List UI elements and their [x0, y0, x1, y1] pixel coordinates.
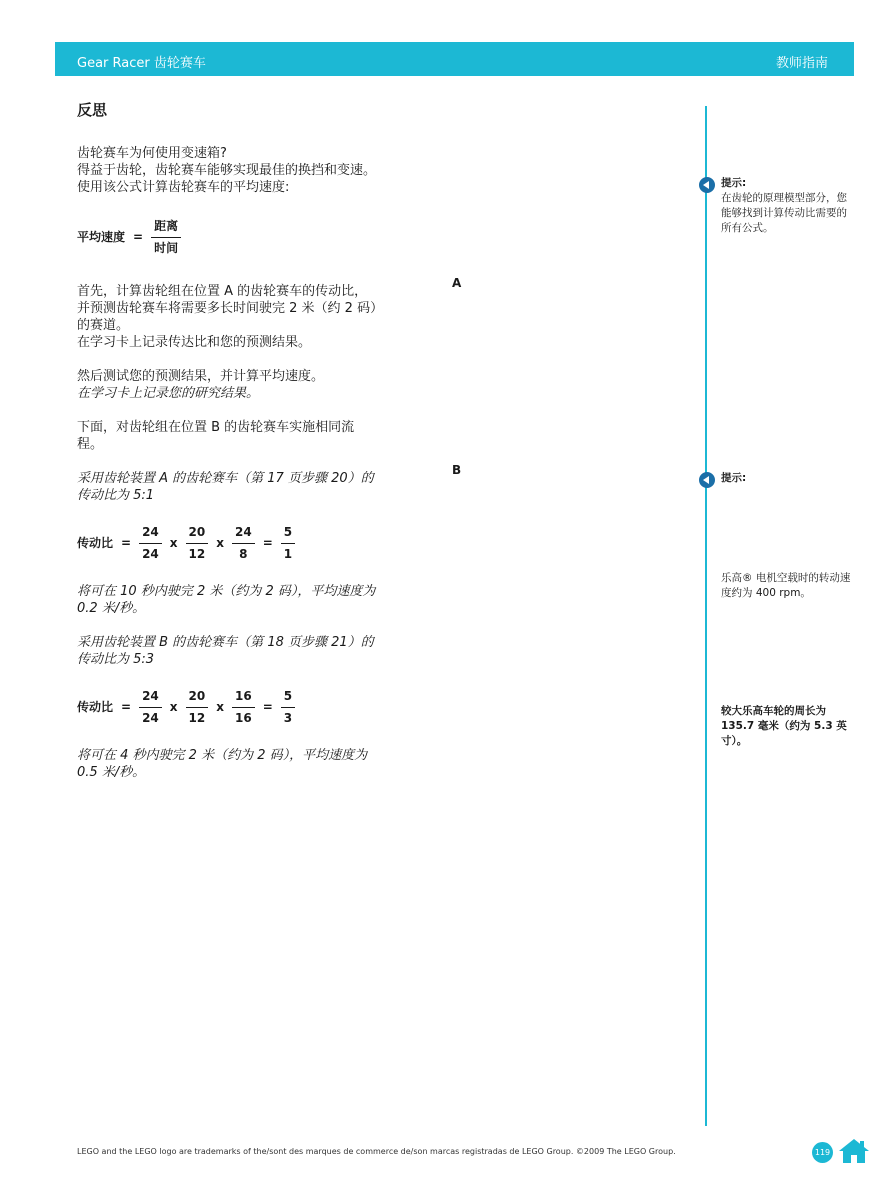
equals-sign: = [133, 230, 144, 244]
tip-box-1 [699, 176, 849, 236]
paragraph: 首先，计算齿轮组在位置 A 的齿轮赛车的传动比，并预测齿轮赛车将需要多长时间驶完 2 米（约 2 码）的赛道。 [77, 284, 377, 333]
formula-label: 传动比 [77, 536, 114, 550]
tip-text: 在齿轮的原理模型部分，您能够找到计算传动比需要的所有公式。 [721, 192, 847, 234]
tip-arrow-icon [699, 177, 715, 193]
numerator: 5 [281, 688, 295, 708]
equals-sign: = [121, 536, 132, 550]
fraction [139, 524, 162, 563]
numerator: 24 [139, 688, 162, 708]
fraction [281, 688, 295, 727]
times-sign: x [216, 536, 224, 550]
denominator: 12 [188, 547, 206, 561]
fraction [139, 688, 162, 727]
page-number: 119 [812, 1142, 833, 1163]
tip-heading: 提示: [721, 472, 747, 484]
numerator: 20 [186, 688, 209, 708]
paragraph: 下面，对齿轮组在位置 B 的齿轮赛车实施相同流程。 [77, 420, 355, 452]
fraction [232, 524, 255, 563]
times-sign: x [169, 536, 178, 550]
denominator: 24 [142, 547, 159, 561]
side-note-motor: 乐高® 电机空载时的转动速度约为 400 rpm。 [721, 572, 851, 599]
header-title: Gear Racer 齿轮赛车 [77, 56, 206, 71]
home-icon[interactable] [838, 1137, 870, 1165]
copyright-footer: LEGO and the LEGO logo are trademarks of the/sont des marques de commerce de/son marcas registradas de LEGO Group. ©2009 The LEGO Group. [77, 1147, 676, 1156]
tip-heading: 提示: [721, 177, 747, 189]
italic-note: 采用齿轮装置 B 的齿轮赛车（第 18 页步骤 21）的传动比为 5:3 [77, 635, 374, 667]
denominator: 1 [283, 547, 293, 561]
tip-box-2 [699, 471, 849, 486]
numerator: 20 [186, 524, 209, 544]
times-sign: x [169, 700, 178, 714]
formula-label: 平均速度 [77, 230, 126, 244]
position-label-b: B [452, 463, 462, 477]
denominator: 时间 [154, 241, 179, 255]
speed-formula [77, 218, 377, 257]
numerator: 16 [232, 688, 255, 708]
italic-note: 将可在 4 秒内驶完 2 米（约为 2 码），平均速度为 0.5 米/秒。 [77, 748, 368, 780]
fraction [232, 688, 255, 727]
italic-note: 采用齿轮装置 A 的齿轮赛车（第 17 页步骤 20）的传动比为 5:1 [77, 471, 374, 503]
header-section: 教师指南 [775, 56, 828, 71]
paragraph: 然后测试您的预测结果，并计算平均速度。 [77, 369, 325, 384]
numerator: 24 [139, 524, 162, 544]
ratio-formula-b [77, 688, 377, 727]
page-header [55, 42, 854, 76]
equals-sign: = [262, 536, 273, 550]
ratio-formula-a [77, 524, 377, 563]
numerator: 距离 [151, 218, 181, 238]
italic-note: 将可在 10 秒内驶完 2 米（约为 2 码），平均速度为 0.2 米/秒。 [77, 584, 376, 616]
position-label-a: A [452, 276, 462, 290]
denominator: 24 [142, 711, 159, 725]
numerator: 5 [281, 524, 295, 544]
denominator: 8 [239, 547, 248, 561]
page-title: 反思 [77, 101, 108, 119]
instruction: 使用该公式计算齿轮赛车的平均速度: [77, 180, 290, 195]
sidebar-divider [705, 106, 707, 1126]
question: 齿轮赛车为何使用变速箱? [77, 146, 227, 161]
equals-sign: = [121, 700, 132, 714]
fraction [186, 524, 209, 563]
denominator: 16 [234, 711, 252, 725]
main-content [77, 102, 377, 781]
numerator: 24 [232, 524, 255, 544]
denominator: 3 [283, 711, 293, 725]
fraction [186, 688, 209, 727]
denominator: 12 [188, 711, 206, 725]
paragraph: 在学习卡上记录传达比和您的预测结果。 [77, 335, 312, 350]
times-sign: x [216, 700, 224, 714]
answer: 得益于齿轮，齿轮赛车能够实现最佳的换挡和变速。 [77, 163, 377, 178]
tip-arrow-icon [699, 472, 715, 488]
fraction [151, 218, 181, 257]
italic-note: 在学习卡上记录您的研究结果。 [77, 386, 260, 401]
formula-label: 传动比 [77, 700, 114, 714]
equals-sign: = [262, 700, 273, 714]
side-note-wheel: 较大乐高车轮的周长为 135.7 毫米（约为 5.3 英寸）。 [721, 705, 847, 747]
fraction [281, 524, 295, 563]
